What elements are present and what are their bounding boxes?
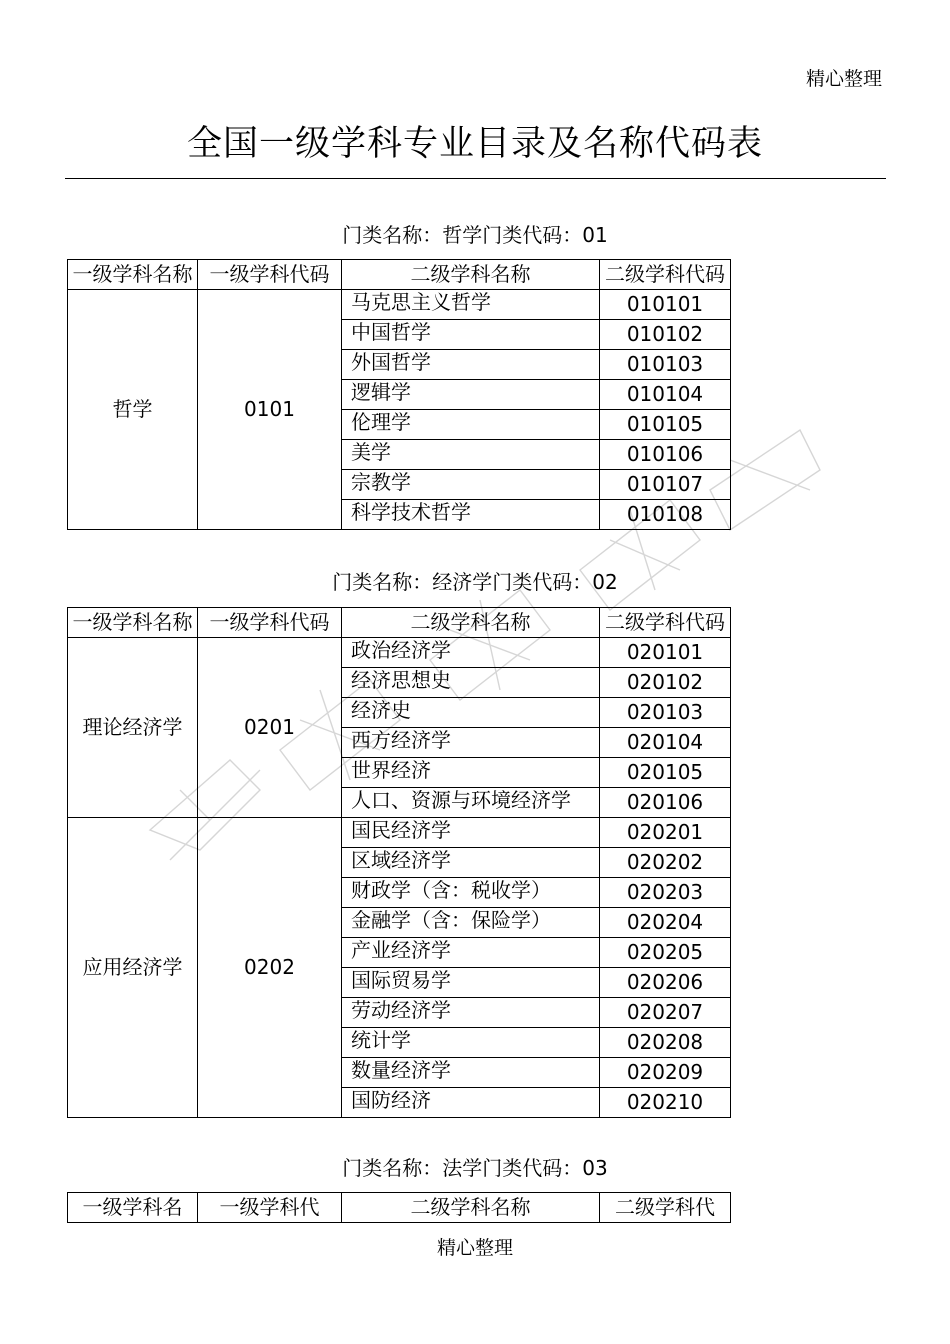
second-level-name: 产业经济学 (342, 938, 600, 968)
second-level-name: 金融学（含：保险学） (342, 908, 600, 938)
second-level-code: 010106 (600, 440, 731, 470)
second-level-code: 010105 (600, 410, 731, 440)
second-level-name: 美学 (342, 440, 600, 470)
second-level-name: 马克思主义哲学 (342, 290, 600, 320)
second-level-code: 010104 (600, 380, 731, 410)
second-level-name: 劳动经济学 (342, 998, 600, 1028)
second-level-name: 经济思想史 (342, 668, 600, 698)
first-level-code: 0202 (198, 818, 342, 1118)
second-level-code: 020103 (600, 698, 731, 728)
second-level-code: 010107 (600, 470, 731, 500)
second-level-code: 020203 (600, 878, 731, 908)
document-title: 全国一级学科专业目录及名称代码表 (186, 124, 763, 164)
second-level-name: 逻辑学 (342, 380, 600, 410)
header-first-code: 一级学科代码 (198, 260, 342, 290)
second-level-code: 010103 (600, 350, 731, 380)
second-level-code: 020105 (600, 758, 731, 788)
header-second-code: 二级学科代 (600, 1193, 731, 1223)
table-header-row (68, 1193, 731, 1223)
second-level-name: 中国哲学 (342, 320, 600, 350)
second-level-name: 数量经济学 (342, 1058, 600, 1088)
second-level-name: 区域经济学 (342, 848, 600, 878)
first-level-name: 应用经济学 (68, 818, 198, 1118)
second-level-code: 020106 (600, 788, 731, 818)
section-heading-philosophy: 门类名称：哲学门类代码：01 (342, 223, 608, 247)
second-level-code: 020204 (600, 908, 731, 938)
header-first-name: 一级学科名称 (68, 260, 198, 290)
table-header-row (68, 260, 731, 290)
footer-note: 精心整理 (436, 1237, 513, 1259)
second-level-code: 020101 (600, 638, 731, 668)
second-level-name: 人口、资源与环境经济学 (342, 788, 600, 818)
second-level-name: 国防经济 (342, 1088, 600, 1118)
second-level-name: 国民经济学 (342, 818, 600, 848)
section-heading-economics: 门类名称：经济学门类代码：02 (332, 570, 618, 594)
second-level-name: 世界经济 (342, 758, 600, 788)
second-level-name: 财政学（含：税收学） (342, 878, 600, 908)
header-first-name: 一级学科名称 (68, 608, 198, 638)
second-level-code: 020102 (600, 668, 731, 698)
second-level-code: 020201 (600, 818, 731, 848)
second-level-name: 国际贸易学 (342, 968, 600, 998)
first-level-code: 0101 (198, 290, 342, 530)
second-level-code: 010108 (600, 500, 731, 530)
second-level-code: 020206 (600, 968, 731, 998)
second-level-code: 020207 (600, 998, 731, 1028)
header-first-name: 一级学科名 (68, 1193, 198, 1223)
table-row (68, 638, 731, 668)
second-level-code: 020205 (600, 938, 731, 968)
table-row (68, 818, 731, 848)
header-note: 精心整理 (805, 68, 882, 90)
second-level-code: 010102 (600, 320, 731, 350)
second-level-name: 西方经济学 (342, 728, 600, 758)
second-level-code: 020208 (600, 1028, 731, 1058)
table-header-row (68, 608, 731, 638)
header-second-name: 二级学科名称 (342, 260, 600, 290)
second-level-code: 020209 (600, 1058, 731, 1088)
economics-table (67, 607, 731, 1118)
header-second-code: 二级学科代码 (600, 260, 731, 290)
second-level-code: 020202 (600, 848, 731, 878)
first-level-name: 哲学 (68, 290, 198, 530)
title-divider (65, 178, 886, 179)
law-table (67, 1192, 731, 1223)
second-level-name: 宗教学 (342, 470, 600, 500)
second-level-code: 010101 (600, 290, 731, 320)
philosophy-table (67, 259, 731, 530)
header-first-code: 一级学科代 (198, 1193, 342, 1223)
table-row (68, 290, 731, 320)
section-heading-law: 门类名称：法学门类代码：03 (342, 1156, 608, 1180)
second-level-name: 科学技术哲学 (342, 500, 600, 530)
second-level-name: 经济史 (342, 698, 600, 728)
second-level-name: 伦理学 (342, 410, 600, 440)
header-first-code: 一级学科代码 (198, 608, 342, 638)
header-second-code: 二级学科代码 (600, 608, 731, 638)
second-level-name: 统计学 (342, 1028, 600, 1058)
header-second-name: 二级学科名称 (342, 1193, 600, 1223)
second-level-name: 外国哲学 (342, 350, 600, 380)
second-level-code: 020210 (600, 1088, 731, 1118)
second-level-name: 政治经济学 (342, 638, 600, 668)
first-level-code: 0201 (198, 638, 342, 818)
first-level-name: 理论经济学 (68, 638, 198, 818)
header-second-name: 二级学科名称 (342, 608, 600, 638)
second-level-code: 020104 (600, 728, 731, 758)
